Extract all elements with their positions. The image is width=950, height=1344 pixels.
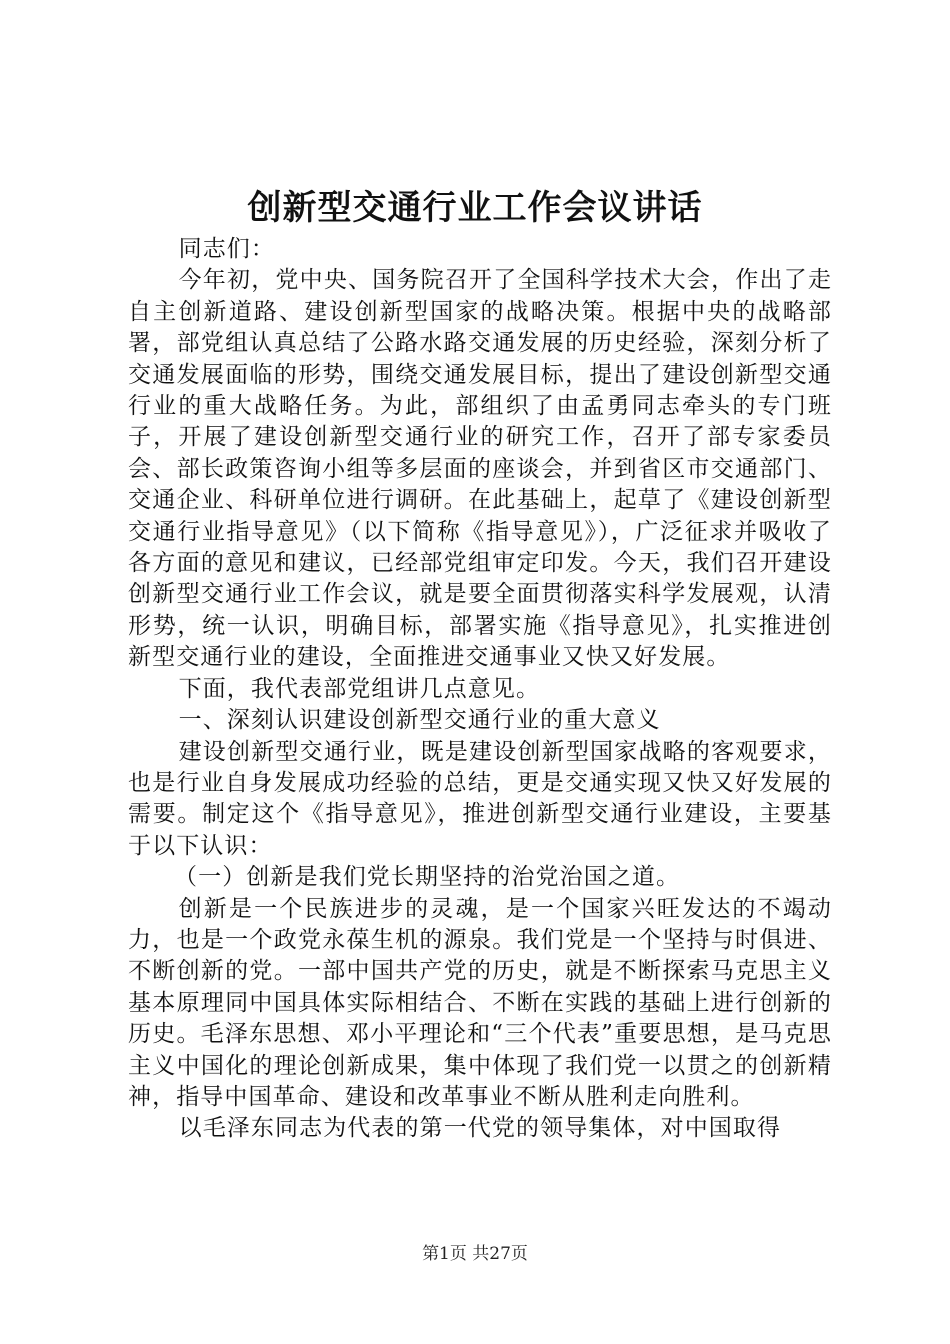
salutation: 同志们： — [178, 236, 275, 262]
paragraph-continued: 以毛泽东同志为代表的第一代党的领导集体，对中国取得 — [178, 1115, 782, 1142]
paragraph-section-1: 建设创新型交通行业，既是建设创新型国家战略的客观要求，也是行业自身发展成功经验的总结，更是交通实现又快又好发展的需要。制定这个《指导意见》，推进创新型交通行业建设，主要基于以下认识： — [128, 738, 832, 859]
subsection-heading-1: （一）创新是我们党长期坚持的治党治国之道。 — [174, 864, 681, 891]
page-number-footer: 第1页 共27页 — [422, 1244, 528, 1264]
paragraph-transition: 下面，我代表部党组讲几点意见。 — [178, 675, 541, 702]
document-title: 创新型交通行业工作会议讲话 — [247, 188, 703, 228]
section-heading-1: 一、深刻认识建设创新型交通行业的重大意义 — [178, 707, 661, 734]
paragraph-innovation: 创新是一个民族进步的灵魂，是一个国家兴旺发达的不竭动力，也是一个政党永葆生机的源泉。我们党是一个坚持与时俱进、不断创新的党。一部中国共产党的历史，就是不断探索马克思主义基本原理同中国具体实际相结合、不断在实践的基础上进行创新的历史。毛泽东思想、邓小平理论和“三个代表”重要思想，是马克思主义中国化的理论创新成果，集中体现了我们党一以贯之的创新精神，指导中国革命、建设和改革事业不断从胜利走向胜利。 — [128, 895, 832, 1110]
document-body — [128, 234, 832, 1145]
paragraph-intro: 今年初，党中央、国务院召开了全国科学技术大会，作出了走自主创新道路、建设创新型国家的战略决策。根据中央的战略部署，部党组认真总结了公路水路交通发展的历史经验，深刻分析了交通发展面临的形势，围绕交通发展目标，提出了建设创新型交通行业的重大战略任务。为此，部组织了由孟勇同志牵头的专门班子，开展了建设创新型交通行业的研究工作，召开了部专家委员会、部长政策咨询小组等多层面的座谈会，并到省区市交通部门、交通企业、科研单位进行调研。在此基础上，起草了《建设创新型交通行业指导意见》（以下简称《指导意见》），广泛征求并吸收了各方面的意见和建议，已经部党组审定印发。今天，我们召开建设创新型交通行业工作会议，就是要全面贯彻落实科学发展观，认清形势，统一认识，明确目标，部署实施《指导意见》，扎实推进创新型交通行业的建设，全面推进交通事业又快又好发展。 — [128, 267, 832, 671]
